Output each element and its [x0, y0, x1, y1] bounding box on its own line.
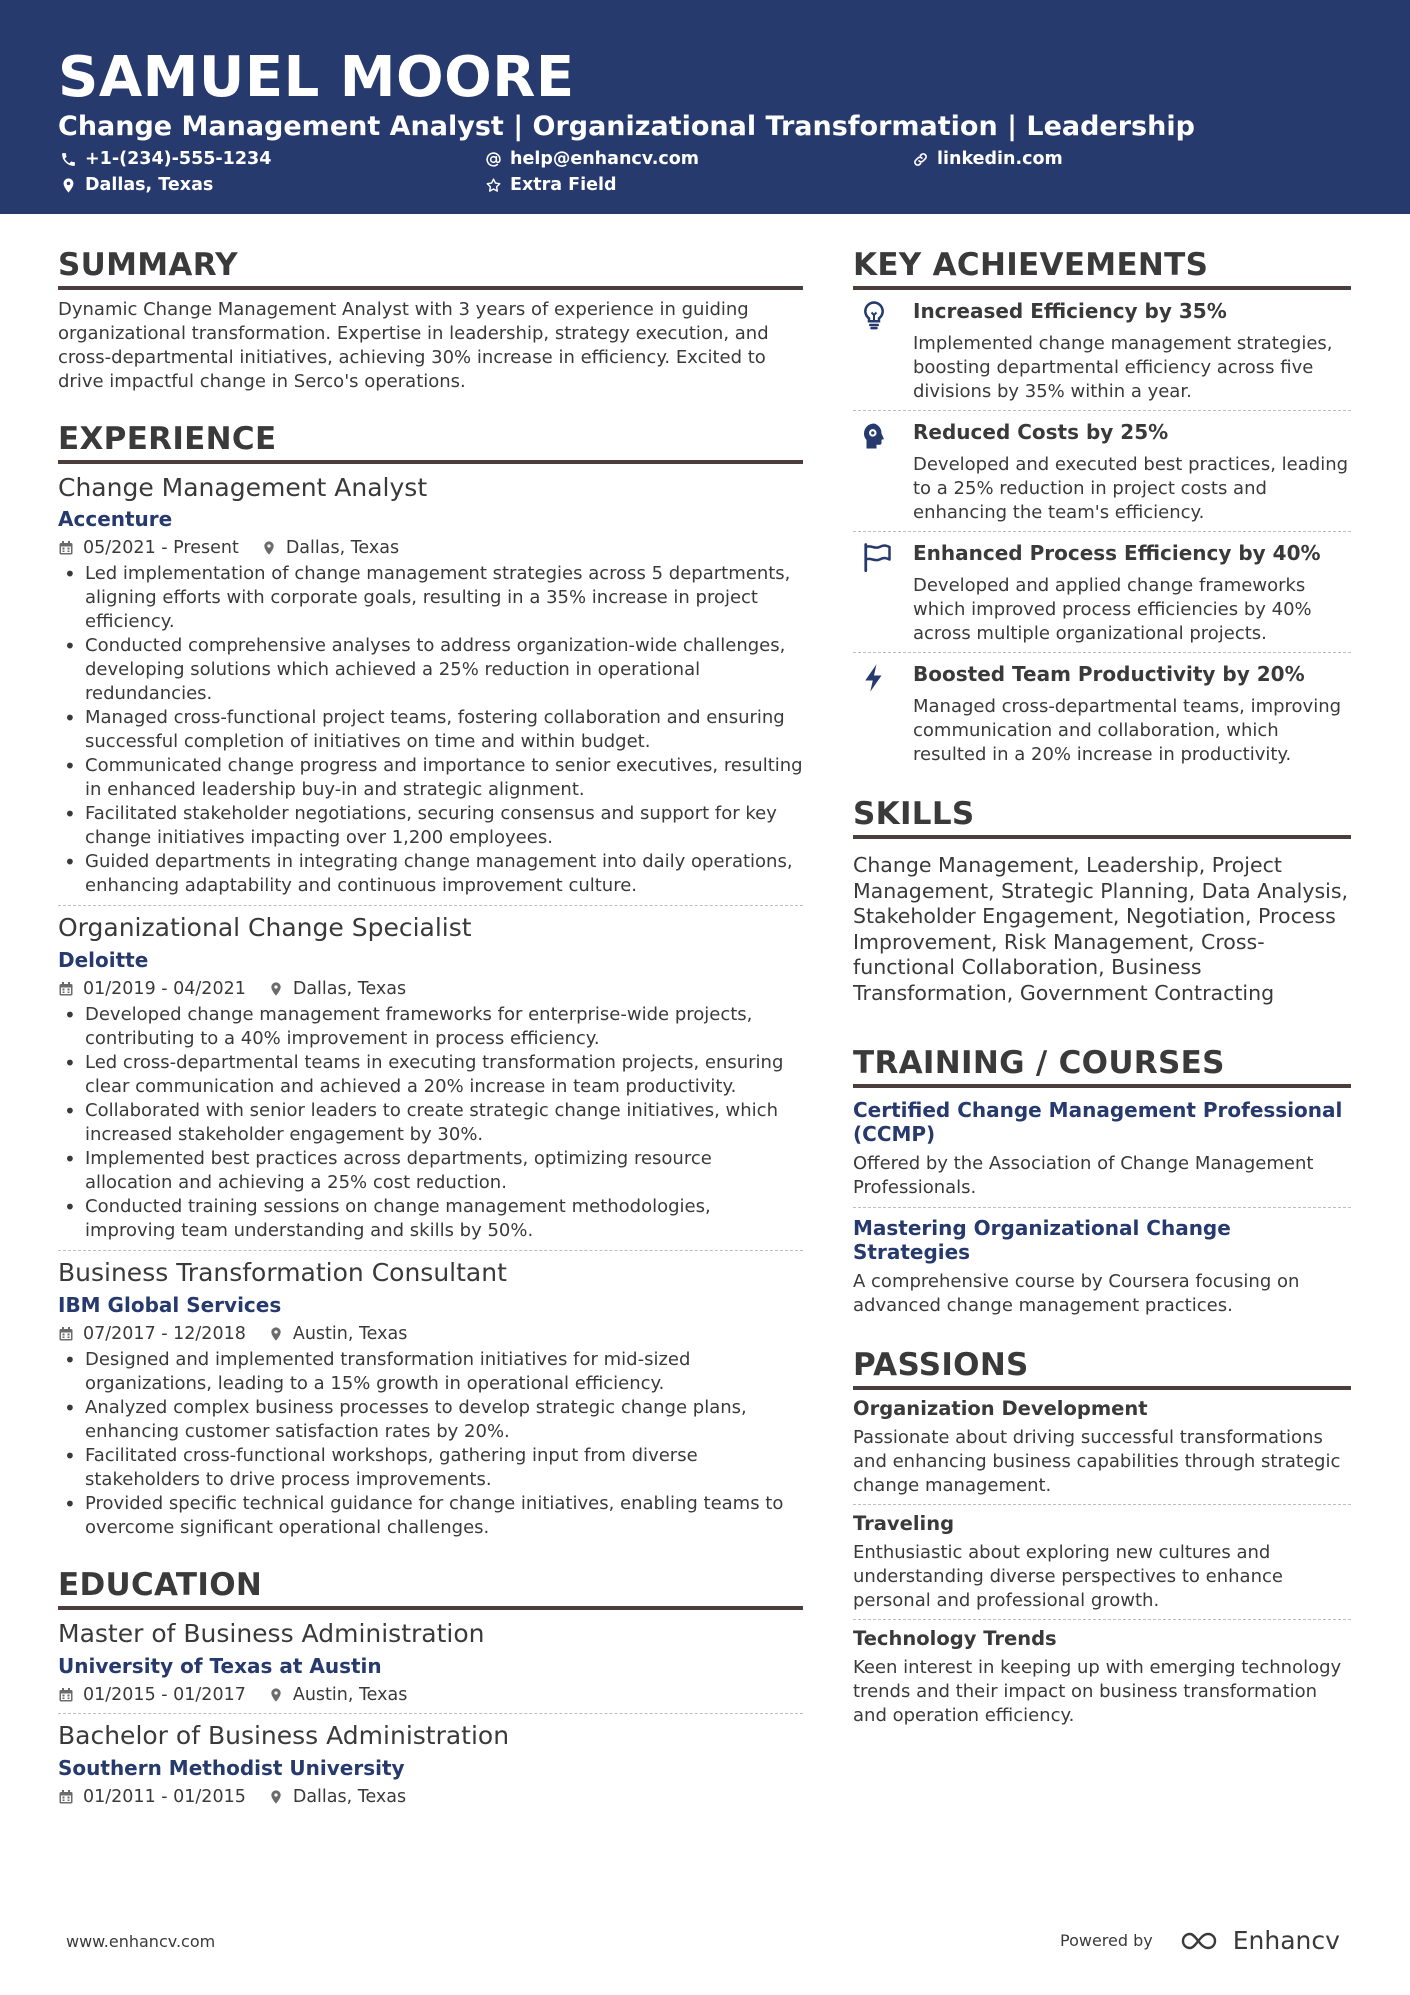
calendar-icon	[58, 540, 74, 556]
job-dates: 05/2021 - Present	[83, 538, 239, 558]
education-entry	[58, 1618, 803, 1707]
phone-text: +1-(234)-555-1234	[85, 149, 272, 169]
achievements-title: KEY ACHIEVEMENTS	[853, 246, 1351, 290]
course-text: Offered by the Association of Change Management Professionals.	[853, 1153, 1314, 1198]
linkedin-text: linkedin.com	[937, 149, 1063, 169]
email-text: help@enhancv.com	[510, 149, 700, 169]
left-column	[58, 246, 803, 1809]
divider	[853, 410, 1351, 411]
lightbulb-icon	[859, 300, 889, 330]
location-pin-icon	[268, 1326, 284, 1342]
location-pin-icon	[268, 1789, 284, 1805]
passion-name: Technology Trends	[853, 1627, 1057, 1650]
education-location: Dallas, Texas	[292, 1787, 407, 1807]
education-meta	[58, 1785, 803, 1809]
location-pin-icon	[268, 1687, 284, 1703]
job-role: Change Management Analyst	[58, 473, 428, 502]
passion-name: Organization Development	[853, 1397, 1148, 1420]
summary-text: Dynamic Change Management Analyst with 3 years of experience in guiding organizational transformation. Expertise in leadership, strategy execution, and cross-departmental initiatives, achieving 30% increase in efficiency. Excited to drive impactful change in Serco's operations.	[58, 299, 769, 392]
job-bullet: • Conducted training sessions on change management methodologies, improving team understanding and skills by 50%.	[58, 1195, 803, 1243]
at-icon	[485, 151, 502, 168]
contact-extra	[485, 174, 617, 196]
divider	[58, 1250, 803, 1251]
achievement-item	[853, 419, 1351, 525]
achievement-title: Boosted Team Productivity by 20%	[913, 662, 1305, 686]
achievement-text: Implemented change management strategies, boosting departmental efficiency across five divisions by 35% within a year.	[913, 333, 1333, 402]
summary-title: SUMMARY	[58, 246, 803, 290]
course-name: Mastering Organizational Change Strategies	[853, 1216, 1231, 1264]
job-meta	[58, 1322, 803, 1346]
job-entry	[58, 472, 803, 898]
footer-branding	[1060, 1926, 1340, 1955]
achievement-title: Enhanced Process Efficiency by 40%	[913, 541, 1321, 565]
job-company: Deloitte	[58, 948, 149, 972]
education-school: University of Texas at Austin	[58, 1654, 382, 1678]
job-bullet: • Managed cross-functional project teams, fostering collaboration and ensuring successful completion of initiatives on time and within budget.	[58, 706, 803, 754]
location-pin-icon	[60, 177, 77, 194]
resume-header	[0, 0, 1410, 214]
job-bullet: • Analyzed complex business processes to develop strategic change plans, enhancing customer satisfaction rates by 20%.	[58, 1396, 803, 1444]
job-bullet: • Led implementation of change management strategies across 5 departments, aligning efforts with corporate goals, resulting in a 35% increase in project efficiency.	[58, 562, 803, 634]
candidate-headline: Change Management Analyst | Organizational Transformation | Leadership	[58, 111, 1195, 142]
job-bullet: • Developed change management frameworks for enterprise-wide projects, contributing to a 40% improvement in process efficiency.	[58, 1003, 803, 1051]
divider	[853, 1207, 1351, 1208]
link-icon	[912, 151, 929, 168]
job-bullet: • Facilitated stakeholder negotiations, securing consensus and support for key change initiatives impacting over 1,200 employees.	[58, 802, 803, 850]
calendar-icon	[58, 981, 74, 997]
contact-email[interactable]	[485, 148, 699, 170]
job-dates: 01/2019 - 04/2021	[83, 979, 246, 999]
education-entry	[58, 1720, 803, 1809]
divider	[58, 1713, 803, 1714]
divider	[853, 652, 1351, 653]
achievement-title: Reduced Costs by 25%	[913, 420, 1169, 444]
achievement-text: Developed and executed best practices, leading to a 25% reduction in project costs and enhancing the team's efficiency.	[913, 454, 1349, 523]
brand-name: Enhancv	[1232, 1926, 1340, 1955]
achievement-title: Increased Efficiency by 35%	[913, 299, 1227, 323]
location-pin-icon	[268, 981, 284, 997]
contact-location	[60, 174, 213, 196]
head-icon	[859, 421, 889, 451]
course-text: A comprehensive course by Coursera focusing on advanced change management practices.	[853, 1271, 1300, 1316]
job-bullet: • Provided specific technical guidance for change initiatives, enabling teams to overcome significant operational challenges.	[58, 1492, 803, 1540]
contact-linkedin[interactable]	[912, 148, 1063, 170]
job-bullet: • Facilitated cross-functional workshops, gathering input from diverse stakeholders to drive process improvements.	[58, 1444, 803, 1492]
job-bullet: • Guided departments in integrating change management into daily operations, enhancing adaptability and continuous improvement culture.	[58, 850, 803, 898]
job-meta	[58, 977, 803, 1001]
calendar-icon	[58, 1687, 74, 1703]
skills-text: Change Management, Leadership, Project Management, Strategic Planning, Data Analysis, Stakeholder Engagement, Negotiation, Process Improvement, Risk Management, Cross-functional Collaboration, Business Transformation, Government Contracting	[853, 853, 1349, 1005]
passion-text: Keen interest in keeping up with emerging technology trends and their impact on business transformation and operation efficiency.	[853, 1657, 1342, 1726]
candidate-name: SAMUEL MOORE	[58, 45, 575, 110]
job-location: Dallas, Texas	[292, 979, 407, 999]
bolt-icon	[859, 663, 889, 693]
education-dates: 01/2011 - 01/2015	[83, 1787, 246, 1807]
phone-icon	[60, 151, 77, 168]
course-name: Certified Change Management Professional (CCMP)	[853, 1098, 1343, 1146]
job-role: Business Transformation Consultant	[58, 1258, 507, 1287]
location-pin-icon	[261, 540, 277, 556]
achievement-item	[853, 661, 1351, 767]
education-school: Southern Methodist University	[58, 1756, 405, 1780]
job-location: Austin, Texas	[292, 1324, 408, 1344]
experience-title: EXPERIENCE	[58, 420, 803, 464]
job-dates: 07/2017 - 12/2018	[83, 1324, 246, 1344]
job-meta	[58, 536, 803, 560]
achievement-item	[853, 540, 1351, 646]
location-text: Dallas, Texas	[85, 175, 214, 195]
calendar-icon	[58, 1789, 74, 1805]
job-bullet: • Designed and implemented transformation initiatives for mid-sized organizations, leading to a 15% growth in operational efficiency.	[58, 1348, 803, 1396]
achievement-text: Developed and applied change frameworks which improved process efficiencies by 40% across multiple organizational projects.	[913, 575, 1312, 644]
achievement-text: Managed cross-departmental teams, improving communication and collaboration, which resulted in a 20% increase in productivity.	[913, 696, 1342, 765]
education-location: Austin, Texas	[292, 1685, 408, 1705]
achievement-item	[853, 298, 1351, 404]
brand-logo[interactable]	[1179, 1926, 1340, 1955]
job-bullets	[58, 1003, 803, 1243]
job-bullet: • Communicated change progress and importance to senior executives, resulting in enhanced leadership buy-in and strategic alignment.	[58, 754, 803, 802]
job-role: Organizational Change Specialist	[58, 913, 472, 942]
job-location: Dallas, Texas	[285, 538, 400, 558]
job-bullet: • Conducted comprehensive analyses to address organization-wide challenges, developing solutions which achieved a 25% reduction in operational redundancies.	[58, 634, 803, 706]
job-entry	[58, 912, 803, 1243]
education-title: EDUCATION	[58, 1566, 803, 1610]
job-bullet: • Implemented best practices across departments, optimizing resource allocation and achieving a 25% cost reduction.	[58, 1147, 803, 1195]
right-column	[853, 246, 1351, 1728]
passion-text: Passionate about driving successful transformations and enhancing business capabilities through strategic change management.	[853, 1427, 1341, 1496]
extra-text: Extra Field	[510, 175, 617, 195]
divider	[58, 905, 803, 906]
divider	[853, 1619, 1351, 1620]
education-dates: 01/2015 - 01/2017	[83, 1685, 246, 1705]
job-company: IBM Global Services	[58, 1293, 282, 1317]
job-entry	[58, 1257, 803, 1540]
job-bullets	[58, 1348, 803, 1540]
job-company: Accenture	[58, 507, 173, 531]
contact-phone[interactable]	[60, 148, 271, 170]
powered-by-text: Powered by	[1060, 1931, 1153, 1950]
star-icon	[485, 177, 502, 194]
flag-icon	[859, 542, 895, 572]
education-degree: Bachelor of Business Administration	[58, 1721, 510, 1750]
job-bullet: • Led cross-departmental teams in executing transformation projects, ensuring clear communication and achieved a 20% increase in team productivity.	[58, 1051, 803, 1099]
passion-name: Traveling	[853, 1512, 955, 1535]
skills-title: SKILLS	[853, 795, 1351, 839]
footer-website[interactable]: www.enhancv.com	[66, 1932, 216, 1951]
job-bullets	[58, 562, 803, 898]
divider	[853, 1504, 1351, 1505]
job-bullet: • Collaborated with senior leaders to create strategic change initiatives, which increased stakeholder engagement by 30%.	[58, 1099, 803, 1147]
calendar-icon	[58, 1326, 74, 1342]
education-degree: Master of Business Administration	[58, 1619, 485, 1648]
enhancv-logo-icon	[1179, 1929, 1227, 1953]
passion-text: Enthusiastic about exploring new cultures and understanding diverse perspectives to enhance personal and professional growth.	[853, 1542, 1283, 1611]
education-meta	[58, 1683, 803, 1707]
training-title: TRAINING / COURSES	[853, 1044, 1351, 1088]
divider	[853, 531, 1351, 532]
passions-title: PASSIONS	[853, 1346, 1351, 1390]
